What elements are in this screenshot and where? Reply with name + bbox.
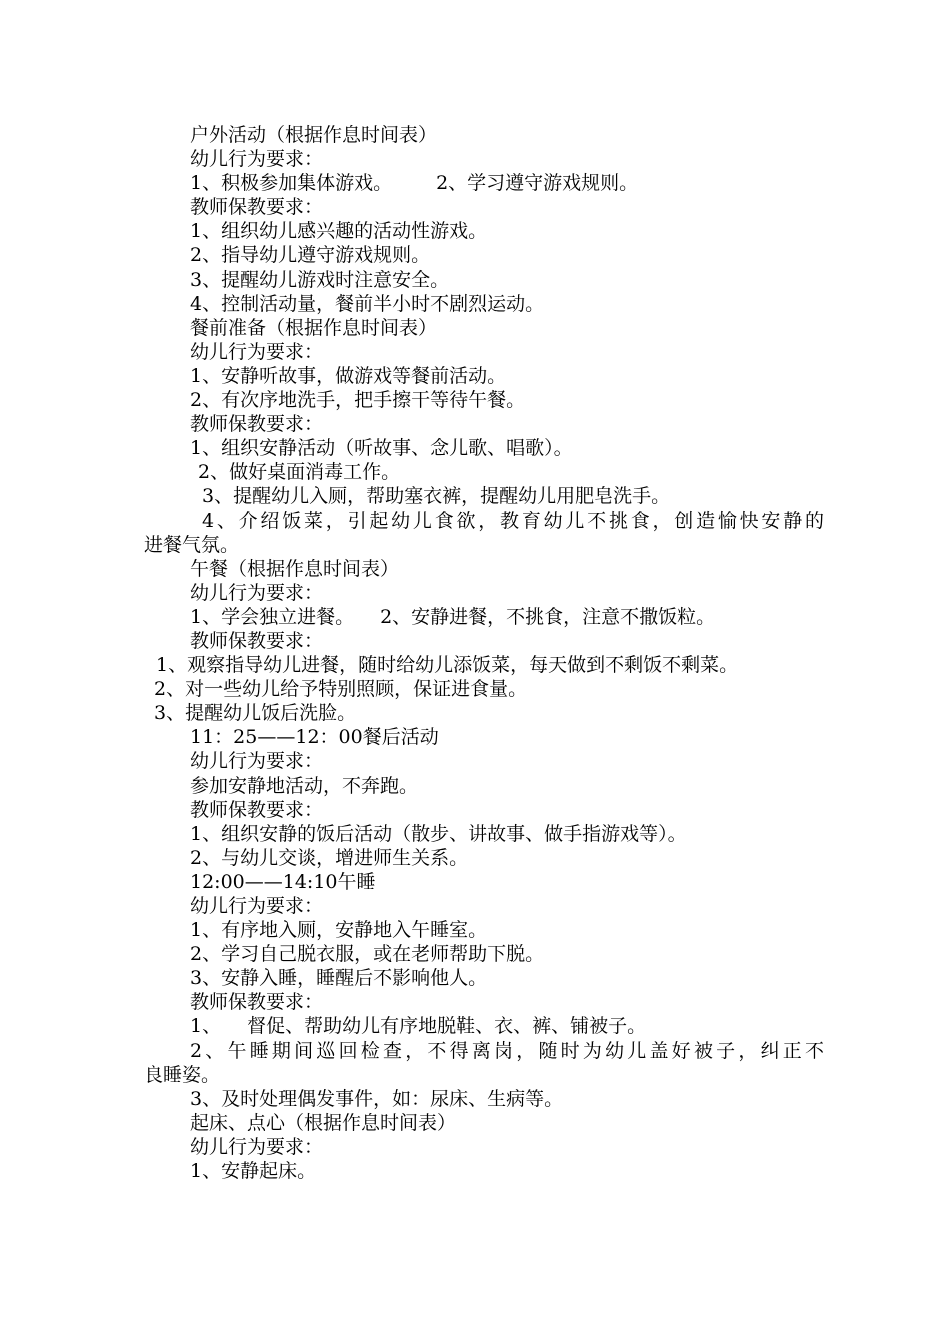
list-item — [144, 171, 824, 195]
subheading-child-requirements: 幼儿行为要求： — [190, 750, 324, 773]
list-item-text: 2、学习遵守游戏规则。 — [436, 172, 639, 195]
subheading-teacher-requirements: 教师保教要求： — [190, 196, 324, 219]
list-item: 1、组织幼儿感兴趣的活动性游戏。 — [190, 220, 488, 243]
subheading-teacher-requirements: 教师保教要求： — [190, 413, 324, 436]
subheading-child-requirements: 幼儿行为要求： — [190, 895, 324, 917]
list-item-text: 2、安静进餐，不挑食，注意不撒饭粒。 — [380, 605, 716, 628]
list-item: 1、观察指导幼儿进餐，随时给幼儿添饭菜，每天做到不剩饭不剩菜。 — [156, 654, 739, 677]
subheading-child-requirements: 幼儿行为要求： — [190, 1135, 324, 1158]
list-item: 4、介绍饭菜，引起幼儿食欲，教育幼儿不挑食，创造愉快安静的 — [202, 509, 824, 532]
list-item: 1、有序地入厕，安静地入午睡室。 — [190, 919, 488, 942]
list-item-text: 1、学会独立进餐。 — [190, 605, 355, 628]
list-item-continuation: 进餐气氛。 — [144, 533, 240, 556]
list-item: 3、提醒幼儿饭后洗脸。 — [154, 702, 357, 725]
list-item — [144, 1014, 824, 1038]
section-heading-lunch: 午餐（根据作息时间表） — [190, 557, 400, 580]
list-item: 1、组织安静活动（听故事、念儿歌、唱歌）。 — [190, 437, 573, 460]
document-body — [144, 123, 824, 1183]
list-item: 2、与幼儿交谈，增进师生关系。 — [190, 846, 469, 869]
subheading-child-requirements: 幼儿行为要求： — [190, 148, 324, 171]
list-item: 1、组织安静的饭后活动（散步、讲故事、做手指游戏等）。 — [190, 822, 687, 845]
section-heading-nap: 12:00——14:10午睡 — [190, 870, 376, 893]
section-heading-pre-meal: 餐前准备（根据作息时间表） — [190, 316, 438, 339]
list-item: 2、对一些幼儿给予特别照顾，保证进食量。 — [154, 678, 528, 701]
list-item: 2、学习自己脱衣服，或在老师帮助下脱。 — [190, 943, 545, 966]
list-item: 2、午睡期间巡回检查，不得离岗，随时为幼儿盖好被子，纠正不 — [190, 1039, 824, 1062]
subheading-child-requirements: 幼儿行为要求： — [190, 581, 324, 604]
section-heading-wakeup-snack: 起床、点心（根据作息时间表） — [190, 1111, 457, 1134]
section-heading-outdoor: 户外活动（根据作息时间表） — [190, 124, 438, 146]
list-item: 1、安静起床。 — [190, 1160, 317, 1183]
subheading-teacher-requirements: 教师保教要求： — [190, 629, 324, 652]
subheading-teacher-requirements: 教师保教要求： — [190, 798, 324, 821]
subheading-teacher-requirements: 教师保教要求： — [190, 991, 324, 1014]
list-item: 3、安静入睡，睡醒后不影响他人。 — [190, 967, 488, 990]
list-item: 3、提醒幼儿入厕，帮助塞衣裤，提醒幼儿用肥皂洗手。 — [202, 485, 671, 508]
list-item: 2、指导幼儿遵守游戏规则。 — [190, 244, 431, 267]
list-item: 1、安静听故事，做游戏等餐前活动。 — [190, 364, 507, 387]
list-item: 3、及时处理偶发事件，如：尿床、生病等。 — [190, 1087, 564, 1110]
list-item — [144, 605, 824, 629]
list-item: 4、控制活动量，餐前半小时不剧烈运动。 — [190, 292, 545, 315]
list-item-text: 1、积极参加集体游戏。 — [190, 172, 393, 195]
section-heading-after-meal: 11：25——12：00餐后活动 — [190, 726, 439, 749]
list-item: 2、有次序地洗手，把手擦干等待午餐。 — [190, 389, 526, 412]
list-item: 3、提醒幼儿游戏时注意安全。 — [190, 268, 450, 291]
list-item: 2、做好桌面消毒工作。 — [198, 461, 401, 484]
list-item-text: 督促、帮助幼儿有序地脱鞋、衣、裤、铺被子。 — [247, 1015, 647, 1038]
list-item-number: 1、 — [190, 1015, 222, 1038]
list-item: 参加安静地活动，不奔跑。 — [190, 774, 419, 797]
list-item-continuation: 良睡姿。 — [144, 1063, 221, 1086]
subheading-child-requirements: 幼儿行为要求： — [190, 340, 324, 363]
